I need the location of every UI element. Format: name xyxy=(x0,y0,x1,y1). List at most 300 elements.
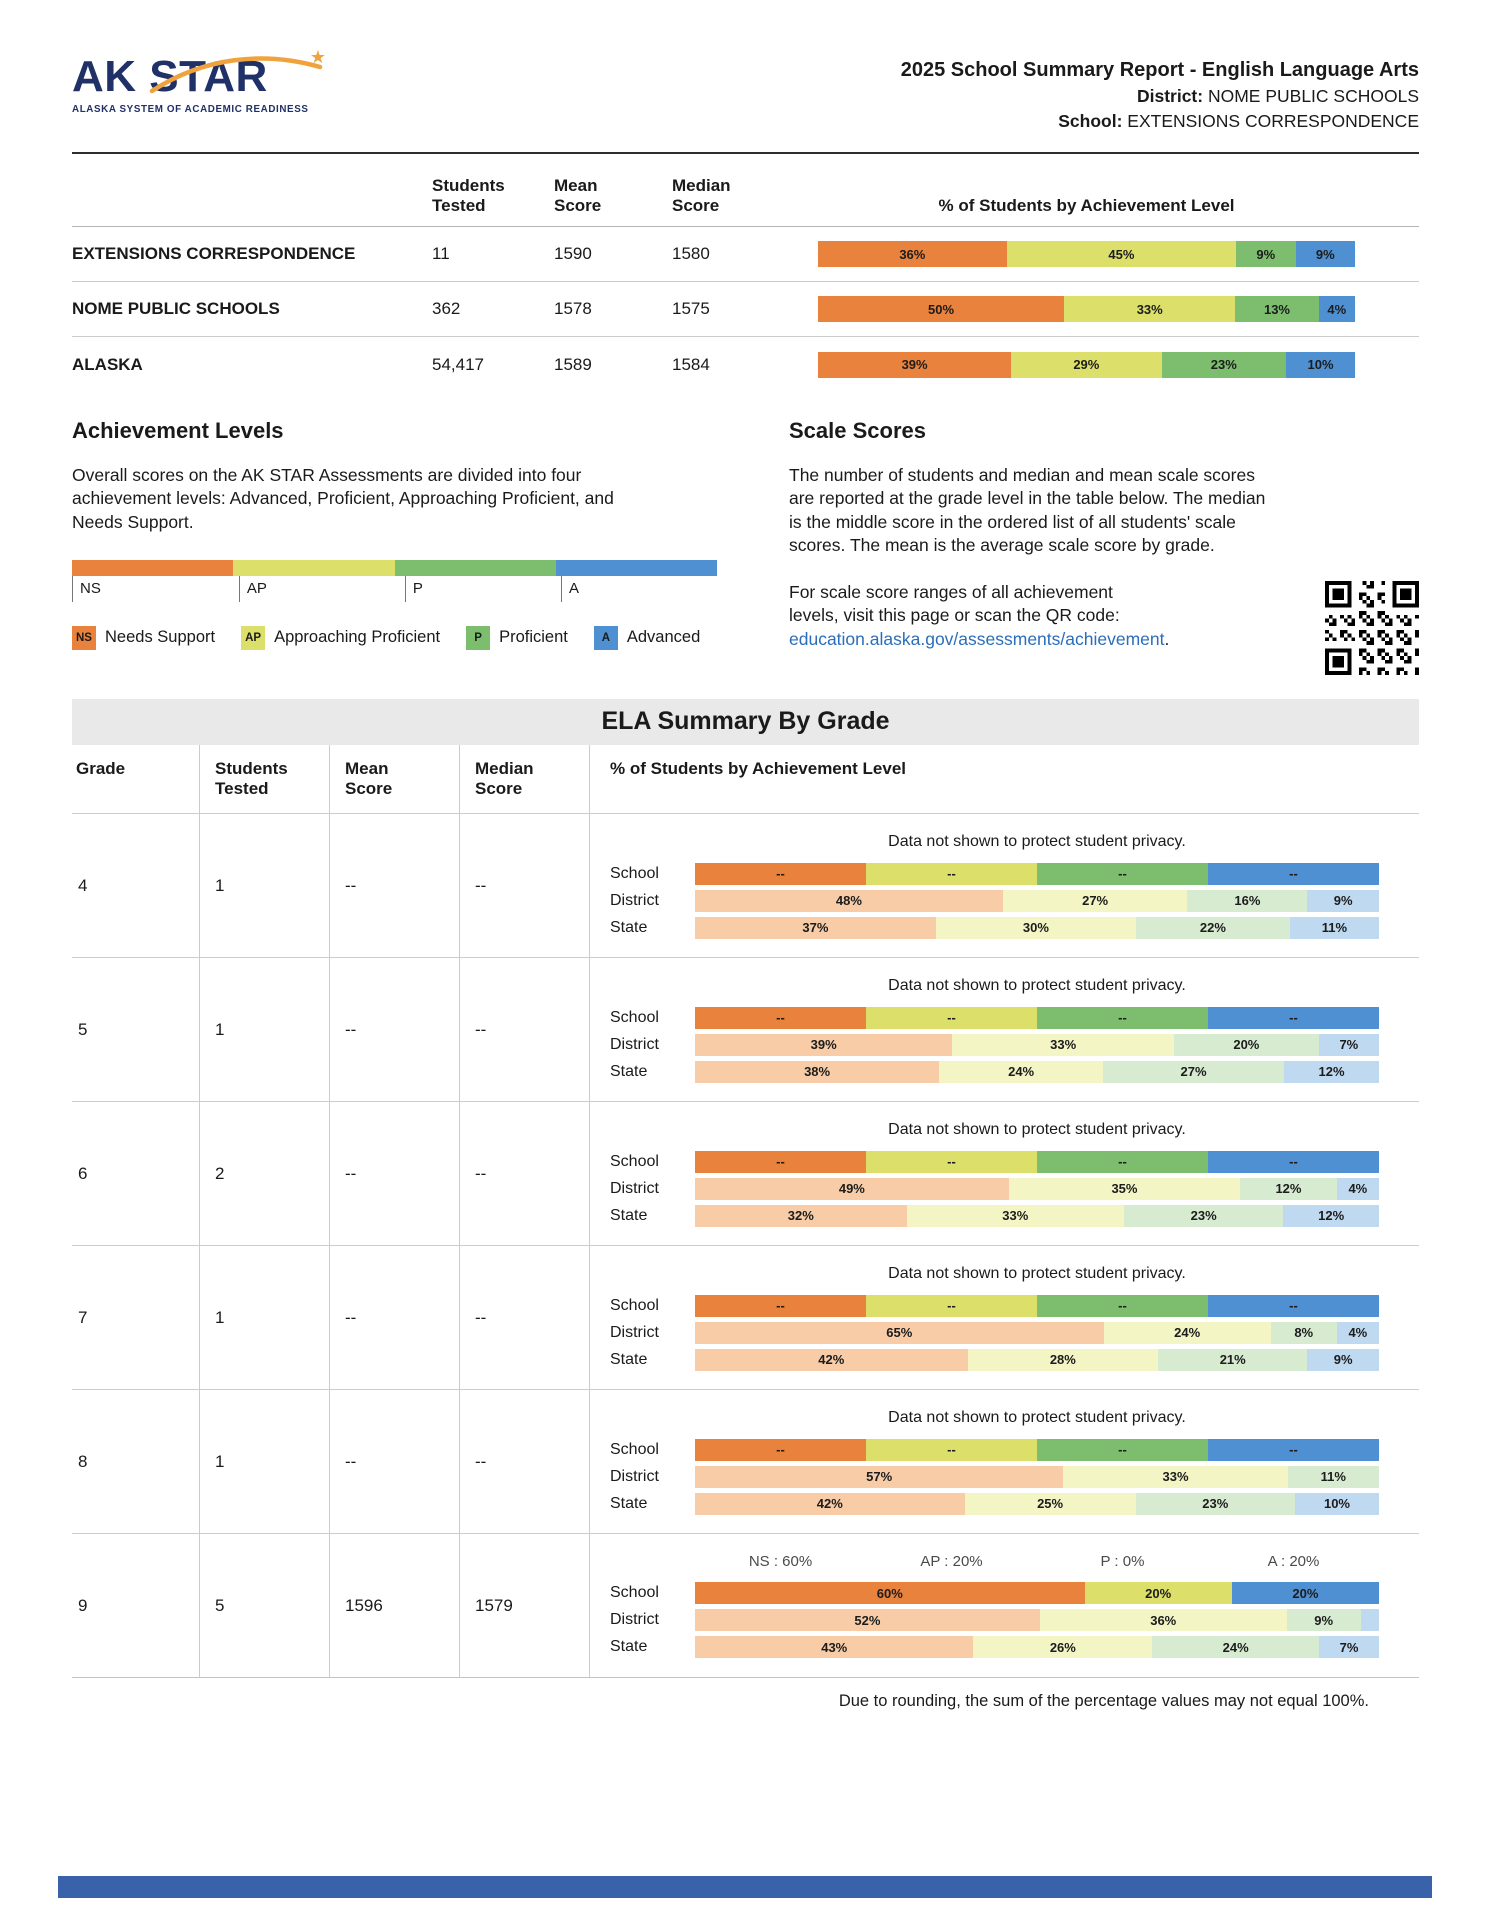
bar-row-school xyxy=(610,1007,1379,1029)
ela-summary-title: ELA Summary By Grade xyxy=(72,699,1419,745)
summary-table-header xyxy=(72,166,1419,227)
bar-segment-value: 60% xyxy=(876,1585,903,1601)
grade-chart-cell xyxy=(590,958,1419,1101)
achievement-level-labels xyxy=(695,1553,1379,1570)
bar-segment-ap xyxy=(866,863,1037,885)
bar-segment-ns xyxy=(695,1151,866,1173)
bar-segment-ns xyxy=(695,1493,965,1515)
bar-segment-value: -- xyxy=(776,866,785,882)
bar-segment-p xyxy=(1136,917,1290,939)
bar-segment-p xyxy=(1236,241,1295,267)
bar-row-label: District xyxy=(610,1323,659,1341)
summary-students-tested: 362 xyxy=(432,299,461,319)
col-median: Median Score xyxy=(460,745,590,813)
bar-row-state xyxy=(610,917,1379,939)
bar-segment-ap xyxy=(866,1295,1037,1317)
bar-segment-p xyxy=(1271,1322,1337,1344)
grade-students-tested: 2 xyxy=(200,1102,330,1245)
achievement-bar xyxy=(818,241,1355,267)
bar-segment-value: -- xyxy=(1289,1442,1298,1458)
bar-segment-p xyxy=(1240,1178,1336,1200)
grade-cell: 8 xyxy=(72,1390,200,1533)
summary-median-score: 1584 xyxy=(672,354,710,374)
achievement-bar xyxy=(695,1349,1379,1371)
legend-label: Approaching Proficient xyxy=(274,628,441,647)
summary-students-tested: 54,417 xyxy=(432,354,484,374)
bar-segment-value: 7% xyxy=(1339,1639,1359,1655)
bar-row-label: State xyxy=(610,1206,648,1224)
summary-row-name: EXTENSIONS CORRESPONDENCE xyxy=(72,244,356,264)
bar-segment-value: 9% xyxy=(1256,246,1276,262)
achievement-levels-section xyxy=(72,418,717,675)
bar-segment-value: -- xyxy=(1118,866,1127,882)
bar-segment-value: -- xyxy=(947,1154,956,1170)
bar-segment-value: 36% xyxy=(1150,1612,1177,1628)
bar-row-label: School xyxy=(610,1296,659,1314)
privacy-note: Data not shown to protect student privacy. xyxy=(888,1264,1186,1282)
bar-segment-value: 23% xyxy=(1210,357,1237,373)
bar-segment-value: 33% xyxy=(1050,1037,1077,1053)
bar-segment-ns xyxy=(695,1061,939,1083)
bar-segment-value: 7% xyxy=(1339,1037,1359,1053)
scale-scores-body: The number of students and median and mean scale scores are reported at the grade level in the table below. The median is the middle score in the ordered list of all students' scale scores. The mean is the average scale score by grade. xyxy=(789,465,1266,555)
legend-label: Proficient xyxy=(499,628,568,647)
level-label: NS : 60% xyxy=(748,1553,813,1571)
bar-segment-p xyxy=(1103,1061,1284,1083)
legend-label: Advanced xyxy=(626,628,701,647)
legend-label: Needs Support xyxy=(105,628,216,647)
grade-mean-score: -- xyxy=(330,1246,460,1389)
bar-segment-value: 25% xyxy=(1037,1496,1064,1512)
bar-row-label: District xyxy=(610,891,659,909)
bar-segment-p xyxy=(1037,1295,1208,1317)
district-line xyxy=(901,86,1419,107)
grade-cell: 9 xyxy=(72,1534,200,1677)
report-titles xyxy=(901,55,1419,132)
bar-segment-a xyxy=(1337,1322,1379,1344)
grade-row xyxy=(72,1101,1419,1245)
bar-row-school xyxy=(610,1439,1379,1461)
bar-segment-value: 24% xyxy=(1174,1325,1201,1341)
bar-segment-value: 52% xyxy=(854,1612,881,1628)
bar-segment-value: 23% xyxy=(1190,1208,1217,1224)
bar-segment-value: 13% xyxy=(1263,301,1290,317)
achievement-bar xyxy=(695,1582,1379,1604)
bar-segment-value: 12% xyxy=(1318,1208,1345,1224)
bar-segment-value: -- xyxy=(1289,1010,1298,1026)
bar-row-district xyxy=(610,1322,1379,1344)
bar-segment-ap xyxy=(1040,1609,1287,1631)
bar-segment-value: 27% xyxy=(1180,1064,1207,1080)
bar-segment-ap xyxy=(1003,890,1188,912)
achievement-bar xyxy=(695,1205,1379,1227)
bar-row-school xyxy=(610,1295,1379,1317)
legend-swatch-p: P xyxy=(466,626,490,650)
bar-segment-a xyxy=(1290,917,1379,939)
bar-segment-value: 37% xyxy=(802,920,829,936)
bar-segment-value: 45% xyxy=(1108,246,1135,262)
bar-row-label: School xyxy=(610,1152,659,1170)
bar-segment-ns xyxy=(695,1349,968,1371)
grade-row xyxy=(72,1245,1419,1389)
grade-students-tested: 1 xyxy=(200,1246,330,1389)
bar-row-district xyxy=(610,1178,1379,1200)
summary-col-median: Median Score xyxy=(672,176,731,216)
bar-segment-ap xyxy=(1085,1582,1232,1604)
grade-median-score: -- xyxy=(460,814,590,957)
bar-row-state xyxy=(610,1349,1379,1371)
achievement-legend xyxy=(72,626,717,650)
bar-segment-value: 10% xyxy=(1307,357,1334,373)
summary-row-name: ALASKA xyxy=(72,354,143,374)
bar-segment-a xyxy=(1208,863,1379,885)
bar-segment-value: 33% xyxy=(1162,1469,1189,1485)
link-suffix: . xyxy=(1164,628,1170,649)
bar-segment-value: 27% xyxy=(1082,893,1109,909)
achievement-bar xyxy=(695,1466,1379,1488)
bar-segment-ap xyxy=(1064,296,1235,322)
scale-segment-p xyxy=(395,560,556,576)
bar-segment-a xyxy=(1208,1439,1379,1461)
bar-segment-ns xyxy=(695,1582,1085,1604)
bar-segment-a xyxy=(1284,1061,1379,1083)
district-value: NOME PUBLIC SCHOOLS xyxy=(1207,86,1419,106)
bar-segment-ap xyxy=(907,1205,1124,1227)
bar-row-district xyxy=(610,890,1379,912)
school-label: School: xyxy=(1058,111,1123,131)
summary-median-score: 1575 xyxy=(672,299,710,319)
bar-segment-value: 65% xyxy=(886,1325,913,1341)
bar-row-label: State xyxy=(610,918,648,936)
summary-table xyxy=(72,166,1419,392)
bar-segment-value: 24% xyxy=(1008,1064,1035,1080)
grade-median-score: 1579 xyxy=(460,1534,590,1677)
bar-segment-ns xyxy=(818,296,1064,322)
bar-segment-a xyxy=(1296,241,1355,267)
bar-segment-a xyxy=(1208,1007,1379,1029)
bar-segment-p xyxy=(1162,352,1287,378)
bar-segment-ns xyxy=(695,1205,907,1227)
achievement-levels-heading: Achievement Levels xyxy=(72,418,284,444)
bar-row-school xyxy=(610,863,1379,885)
grade-cell: 6 xyxy=(72,1102,200,1245)
summary-row xyxy=(72,282,1419,337)
bar-segment-a xyxy=(1295,1493,1379,1515)
scale-scores-link-block xyxy=(789,581,1419,675)
bar-row-state xyxy=(610,1636,1379,1658)
bar-segment-ap xyxy=(866,1151,1037,1173)
bar-segment-ap xyxy=(1009,1178,1241,1200)
privacy-note: Data not shown to protect student privacy. xyxy=(888,832,1186,850)
logo-subtitle: ALASKA SYSTEM OF ACADEMIC READINESS xyxy=(72,104,309,115)
level-label: P : 0% xyxy=(1100,1553,1145,1571)
bar-segment-value: 35% xyxy=(1111,1181,1138,1197)
bar-segment-value: 8% xyxy=(1294,1325,1314,1341)
bar-segment-ap xyxy=(866,1439,1037,1461)
bar-segment-ns xyxy=(695,1178,1009,1200)
grade-mean-score: -- xyxy=(330,958,460,1101)
bar-row-school xyxy=(610,1582,1379,1604)
grade-row xyxy=(72,957,1419,1101)
bar-segment-value: 50% xyxy=(928,301,955,317)
achievement-bar xyxy=(695,1151,1379,1173)
bar-segment-a xyxy=(1361,1609,1379,1631)
bar-segment-value: -- xyxy=(776,1442,785,1458)
bar-segment-ap xyxy=(1011,352,1161,378)
bar-segment-value: 49% xyxy=(838,1181,865,1197)
bar-row-district xyxy=(610,1466,1379,1488)
legend-swatch-ap: AP xyxy=(241,626,265,650)
col-mean: Mean Score xyxy=(330,745,460,813)
bar-segment-a xyxy=(1319,1636,1379,1658)
bar-segment-value: 42% xyxy=(816,1496,843,1512)
achievement-bar xyxy=(695,1034,1379,1056)
scale-tick-ap: AP xyxy=(239,576,405,602)
achievement-bar xyxy=(695,890,1379,912)
bar-segment-value: 9% xyxy=(1315,246,1335,262)
bar-segment-p xyxy=(1174,1034,1319,1056)
bar-segment-value: 30% xyxy=(1022,920,1049,936)
info-section xyxy=(72,418,1419,675)
grade-row xyxy=(72,1533,1419,1677)
legend-swatch-ns: NS xyxy=(72,626,96,650)
achievement-bar xyxy=(818,296,1355,322)
bar-segment-ap xyxy=(1063,1466,1287,1488)
bar-row-label: State xyxy=(610,1350,648,1368)
bar-row-label: School xyxy=(610,1584,659,1602)
district-label: District: xyxy=(1136,86,1204,106)
achievement-bar xyxy=(695,1295,1379,1317)
achievement-levels-body: Overall scores on the AK STAR Assessments are divided into four achievement levels: Advanced, Proficient, Approaching Proficient, and Needs Support. xyxy=(72,465,614,532)
bar-segment-a xyxy=(1319,1034,1379,1056)
bar-segment-value: -- xyxy=(1289,1298,1298,1314)
bar-segment-p xyxy=(1037,1439,1208,1461)
bar-row-label: State xyxy=(610,1062,648,1080)
bar-segment-value: 32% xyxy=(787,1208,814,1224)
logo-title: AK STAR xyxy=(72,52,268,101)
summary-bar-cell xyxy=(818,241,1355,267)
ela-summary-table xyxy=(72,699,1419,1678)
link-intro: For scale score ranges of all achievement levels, visit this page or scan the QR code: xyxy=(789,582,1120,626)
privacy-note: Data not shown to protect student privacy. xyxy=(888,1120,1186,1138)
bar-segment-value: 12% xyxy=(1318,1064,1345,1080)
bar-segment-value: -- xyxy=(1289,1154,1298,1170)
bar-row-label: School xyxy=(610,1440,659,1458)
achievement-bar xyxy=(818,352,1355,378)
bar-segment-value: 42% xyxy=(818,1352,845,1368)
bar-segment-a xyxy=(1307,890,1379,912)
summary-median-score: 1580 xyxy=(672,244,710,264)
bar-row-label: School xyxy=(610,864,659,882)
bar-segment-value: 26% xyxy=(1049,1639,1076,1655)
bar-segment-p xyxy=(1037,1007,1208,1029)
bar-segment-p xyxy=(1287,1609,1361,1631)
bar-segment-a xyxy=(1337,1178,1379,1200)
bar-segment-ns xyxy=(695,863,866,885)
legend-item-ns xyxy=(72,626,215,650)
achievement-bar xyxy=(695,863,1379,885)
bar-segment-value: 4% xyxy=(1348,1325,1368,1341)
bar-segment-ns xyxy=(818,352,1011,378)
bar-segment-value: 9% xyxy=(1333,893,1353,909)
bar-segment-value: 57% xyxy=(866,1469,893,1485)
bar-segment-ns xyxy=(695,890,1003,912)
grade-students-tested: 1 xyxy=(200,958,330,1101)
bar-segment-ap xyxy=(939,1061,1103,1083)
grade-students-tested: 1 xyxy=(200,814,330,957)
bar-segment-value: -- xyxy=(1118,1154,1127,1170)
bar-segment-value: -- xyxy=(1118,1298,1127,1314)
bar-segment-value: 33% xyxy=(1136,301,1163,317)
bar-segment-ns xyxy=(695,1007,866,1029)
grade-cell: 4 xyxy=(72,814,200,957)
summary-bar-cell xyxy=(818,352,1355,378)
grade-median-score: -- xyxy=(460,1246,590,1389)
bar-segment-p xyxy=(1288,1466,1379,1488)
bar-segment-value: 11% xyxy=(1320,1469,1346,1485)
summary-col-achievement: % of Students by Achievement Level xyxy=(938,196,1235,216)
footer-bar xyxy=(58,1876,1432,1898)
report-header xyxy=(72,47,1419,154)
bar-segment-value: 4% xyxy=(1348,1181,1368,1197)
scale-scores-link-paragraph xyxy=(789,581,1170,651)
bar-segment-value: 11% xyxy=(1321,920,1348,936)
bar-row-state xyxy=(610,1061,1379,1083)
bar-segment-value: 33% xyxy=(1002,1208,1029,1224)
bar-segment-ap xyxy=(1104,1322,1271,1344)
grade-median-score: -- xyxy=(460,958,590,1101)
bar-segment-value: -- xyxy=(1118,1442,1127,1458)
grade-chart-cell xyxy=(590,1102,1419,1245)
achievement-bar xyxy=(695,1322,1379,1344)
grade-median-score: -- xyxy=(460,1390,590,1533)
grade-chart-cell xyxy=(590,814,1419,957)
bar-segment-value: 20% xyxy=(1145,1585,1172,1601)
grade-cell: 5 xyxy=(72,958,200,1101)
school-line xyxy=(901,111,1419,132)
bar-segment-p xyxy=(1037,1151,1208,1173)
bar-row-school xyxy=(610,1151,1379,1173)
bar-segment-a xyxy=(1232,1582,1379,1604)
summary-mean-score: 1589 xyxy=(554,354,592,374)
privacy-note: Data not shown to protect student privacy. xyxy=(888,976,1186,994)
scale-segment-ns xyxy=(72,560,233,576)
bar-segment-p xyxy=(1158,1349,1307,1371)
legend-item-a xyxy=(594,626,700,650)
summary-col-mean: Mean Score xyxy=(554,176,602,216)
bar-segment-ap xyxy=(965,1493,1136,1515)
col-achievement: % of Students by Achievement Level xyxy=(610,759,906,779)
ak-star-logo xyxy=(72,47,334,115)
bar-segment-value: 23% xyxy=(1202,1496,1229,1512)
achievement-bar xyxy=(695,917,1379,939)
bar-segment-a xyxy=(1208,1151,1379,1173)
bar-segment-a xyxy=(1307,1349,1379,1371)
bar-segment-ap xyxy=(866,1007,1037,1029)
summary-col-students: Students Tested xyxy=(432,176,505,216)
bar-segment-value: 29% xyxy=(1073,357,1100,373)
legend-item-ap xyxy=(241,626,440,650)
bar-row-label: School xyxy=(610,1008,659,1026)
bar-segment-value: 4% xyxy=(1327,301,1347,317)
bar-segment-ns xyxy=(695,1609,1040,1631)
bar-segment-p xyxy=(1152,1636,1319,1658)
col-grade: Grade xyxy=(72,745,200,813)
summary-row-name: NOME PUBLIC SCHOOLS xyxy=(72,299,280,319)
bar-segment-ns xyxy=(695,1034,952,1056)
bar-segment-ns xyxy=(695,1439,866,1461)
scale-segment-a xyxy=(556,560,717,576)
ela-table-rows xyxy=(72,813,1419,1677)
bar-segment-p xyxy=(1136,1493,1295,1515)
bar-row-district xyxy=(610,1034,1379,1056)
bar-segment-value: -- xyxy=(776,1154,785,1170)
bar-row-label: District xyxy=(610,1179,659,1197)
bar-row-label: District xyxy=(610,1035,659,1053)
bar-segment-value: 36% xyxy=(899,246,926,262)
scale-segment-ap xyxy=(233,560,394,576)
level-label: A : 20% xyxy=(1267,1553,1320,1571)
bar-segment-ns xyxy=(695,1295,866,1317)
grade-median-score: -- xyxy=(460,1102,590,1245)
legend-swatch-a: A xyxy=(594,626,618,650)
ela-table-header xyxy=(72,745,1419,813)
qr-code xyxy=(1325,581,1419,675)
privacy-note: Data not shown to protect student privacy. xyxy=(888,1408,1186,1426)
achievement-scale-bar xyxy=(72,560,717,576)
bar-segment-ap xyxy=(1007,241,1236,267)
bar-segment-ns xyxy=(695,1466,1063,1488)
bar-segment-a xyxy=(1283,1205,1379,1227)
achievement-bar xyxy=(695,1636,1379,1658)
summary-students-tested: 11 xyxy=(432,244,450,264)
scale-scores-heading: Scale Scores xyxy=(789,418,926,444)
bar-segment-value: 22% xyxy=(1199,920,1226,936)
grade-mean-score: -- xyxy=(330,1390,460,1533)
bar-segment-ap xyxy=(973,1636,1152,1658)
page-title: 2025 School Summary Report - English Language Arts xyxy=(900,59,1419,81)
bar-segment-value: 20% xyxy=(1292,1585,1319,1601)
bar-row-district xyxy=(610,1609,1379,1631)
grade-students-tested: 5 xyxy=(200,1534,330,1677)
bar-segment-value: 24% xyxy=(1222,1639,1249,1655)
summary-mean-score: 1590 xyxy=(554,244,592,264)
bar-segment-value: -- xyxy=(776,1298,785,1314)
bar-segment-a xyxy=(1208,1295,1379,1317)
grade-mean-score: -- xyxy=(330,814,460,957)
rounding-note: Due to rounding, the sum of the percentage values may not equal 100%. xyxy=(838,1692,1369,1711)
summary-row xyxy=(72,227,1419,282)
school-value: EXTENSIONS CORRESPONDENCE xyxy=(1127,111,1419,131)
grade-chart-cell xyxy=(590,1246,1419,1389)
bar-segment-value: 48% xyxy=(835,893,862,909)
bar-segment-ns xyxy=(695,1636,973,1658)
achievement-page-link[interactable]: education.alaska.gov/assessments/achievement xyxy=(789,628,1165,649)
bar-segment-ap xyxy=(968,1349,1158,1371)
bar-segment-value: -- xyxy=(947,1010,956,1026)
col-students: Students Tested xyxy=(200,745,330,813)
bar-segment-a xyxy=(1319,296,1355,322)
bar-segment-value: 21% xyxy=(1219,1352,1246,1368)
achievement-bar xyxy=(695,1007,1379,1029)
bar-segment-value: 9% xyxy=(1333,1352,1353,1368)
bar-segment-value: 43% xyxy=(821,1639,848,1655)
bar-segment-p xyxy=(1187,890,1307,912)
bar-row-state xyxy=(610,1493,1379,1515)
bar-segment-ap xyxy=(952,1034,1174,1056)
bar-segment-ns xyxy=(818,241,1007,267)
grade-mean-score: -- xyxy=(330,1102,460,1245)
